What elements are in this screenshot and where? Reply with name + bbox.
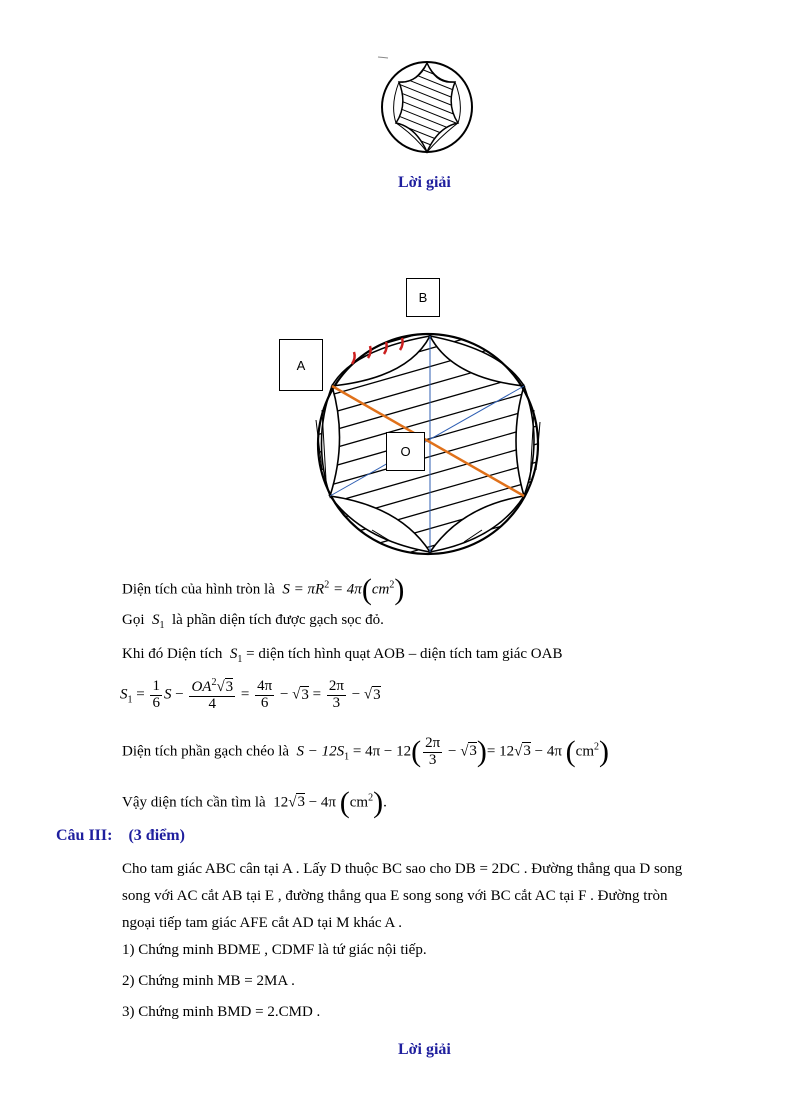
- hatched-hexagram-icon: [376, 55, 478, 160]
- label-a: A: [279, 339, 323, 391]
- problem-line-1: Cho tam giác ABC cân tại A . Lấy D thuộc BC sao cho DB = 2DC . Đường thẳng qua D song: [122, 861, 683, 877]
- problem-item-3: 3) Chứng minh BMD = 2.CMD .: [122, 1004, 321, 1020]
- label-o: O: [386, 432, 425, 471]
- conclusion-line: Vậy diện tích cần tìm là 12√3 − 4π $(cm^2)$.: [122, 786, 387, 819]
- hatched-area-line: Diện tích phần gạch chéo là $S - 12S_1 = 4\pi - 12$( $\frac{2\pi}{3}$ − √3)= 12√3 − 4π $(cm^2)$: [122, 734, 609, 768]
- question-heading: [56, 827, 185, 845]
- def-s1-line: Gọi $S_1$ là phần diện tích được gạch sọc đỏ.: [122, 612, 384, 631]
- question-points: (3 điểm): [128, 827, 185, 844]
- label-b: B: [406, 278, 440, 317]
- problem-line-2: song với AC cắt AB tại E , đường thẳng qua E song song với BC cắt AC tại F . Đường tròn: [122, 888, 668, 904]
- circle-area-line: Diện tích của hình tròn là $S = \pi R^2 = 4\pi(cm^2)$: [122, 573, 405, 606]
- solution-heading-1: Lời giải: [398, 174, 451, 191]
- problem-text: [122, 856, 734, 1026]
- s1-formula: $S_1$ = $\frac{1}{6}$ S − $\frac{OA^2√3}{4}$ = $\frac{4\pi}{6}$ − √3 = $\frac{2\pi}{3}$ − √3: [120, 677, 381, 712]
- solution-heading-2: Lời giải: [398, 1041, 451, 1058]
- small-figure: [376, 55, 478, 160]
- when-line: Khi đó Diện tích $S_1$ = diện tích hình quạt AOB – diện tích tam giác OAB: [122, 646, 563, 665]
- problem-line-3: ngoại tiếp tam giác AFE cắt AD tại M khác A .: [122, 915, 402, 931]
- question-label: Câu III:: [56, 827, 113, 844]
- problem-item-1: 1) Chứng minh BDME , CDMF là tứ giác nội tiếp.: [122, 942, 427, 958]
- large-figure: [312, 330, 544, 558]
- hatched-hexagram-diagram: [312, 330, 544, 558]
- problem-item-2: 2) Chứng minh MB = 2MA .: [122, 973, 295, 989]
